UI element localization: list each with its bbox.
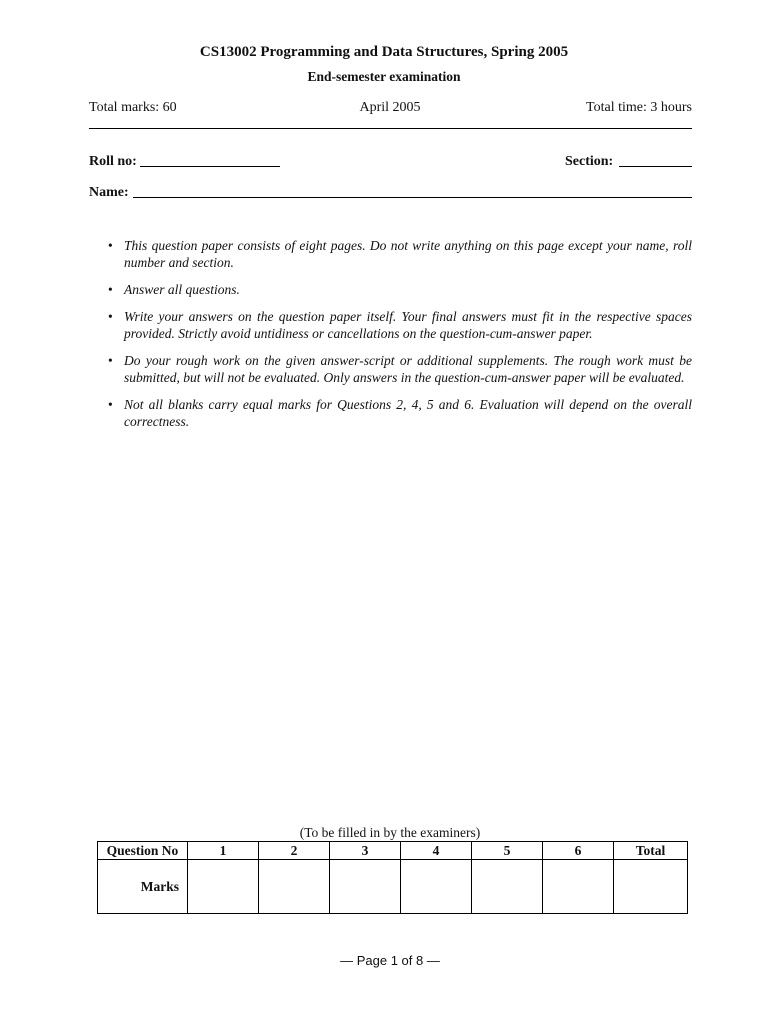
marks-table-caption: (To be filled in by the examiners) [299, 825, 481, 840]
question-column-header: 6 [543, 842, 614, 860]
instruction-text: This question paper consists of eight pages. Do not write anything on this page except your name, roll number and section. [124, 238, 692, 270]
roll-no-label: Roll no: [89, 154, 137, 169]
marks-cell[interactable] [330, 860, 401, 914]
marks-cell[interactable] [188, 860, 259, 914]
total-marks-cell[interactable] [614, 860, 688, 914]
marks-table [97, 841, 688, 914]
instructions-list [108, 237, 692, 440]
marks-cell[interactable] [543, 860, 614, 914]
marks-cell[interactable] [401, 860, 472, 914]
section-blank[interactable] [619, 166, 692, 167]
bullet-icon: • [108, 238, 113, 253]
name-blank[interactable] [133, 197, 692, 198]
course-title: CS13002 Programming and Data Structures, Spring 2005 [199, 44, 569, 60]
roll-no-blank[interactable] [140, 166, 280, 167]
instruction-item [108, 352, 692, 386]
marks-row-label: Marks [98, 860, 188, 914]
page-number: — Page 1 of 8 — [340, 953, 440, 968]
question-column-header: 1 [188, 842, 259, 860]
marks-cell[interactable] [259, 860, 330, 914]
total-marks: Total marks: 60 [89, 100, 177, 115]
question-no-header: Question No [98, 842, 188, 860]
instruction-text: Not all blanks carry equal marks for Questions 2, 4, 5 and 6. Evaluation will depend on the overall correctness. [124, 397, 692, 429]
question-column-header: 4 [401, 842, 472, 860]
marks-cell[interactable] [472, 860, 543, 914]
marks-table-header-row [98, 842, 688, 860]
exam-subtitle: End-semester examination [307, 69, 461, 84]
bullet-icon: • [108, 397, 113, 412]
instruction-item [108, 308, 692, 342]
question-column-header: 5 [472, 842, 543, 860]
total-column-header: Total [614, 842, 688, 860]
bullet-icon: • [108, 353, 113, 368]
bullet-icon: • [108, 309, 113, 324]
bullet-icon: • [108, 282, 113, 297]
exam-date: April 2005 [359, 100, 421, 115]
question-column-header: 3 [330, 842, 401, 860]
instruction-text: Do your rough work on the given answer-script or additional supplements. The rough work must be submitted, but will not be evaluated. Only answers in the question-cum-answer paper will be evaluated. [124, 353, 692, 385]
section-label: Section: [565, 154, 614, 169]
header-divider [89, 128, 692, 129]
instruction-item [108, 237, 692, 271]
name-label: Name: [89, 185, 129, 200]
instruction-item [108, 281, 692, 298]
instruction-text: Write your answers on the question paper itself. Your final answers must fit in the respective spaces provided. Strictly avoid untidiness or cancellations on the question-cum-answer paper. [124, 309, 692, 341]
total-time: Total time: 3 hours [586, 100, 692, 115]
instruction-item [108, 396, 692, 430]
instruction-text: Answer all questions. [124, 282, 240, 297]
question-column-header: 2 [259, 842, 330, 860]
marks-table-row [98, 860, 688, 914]
